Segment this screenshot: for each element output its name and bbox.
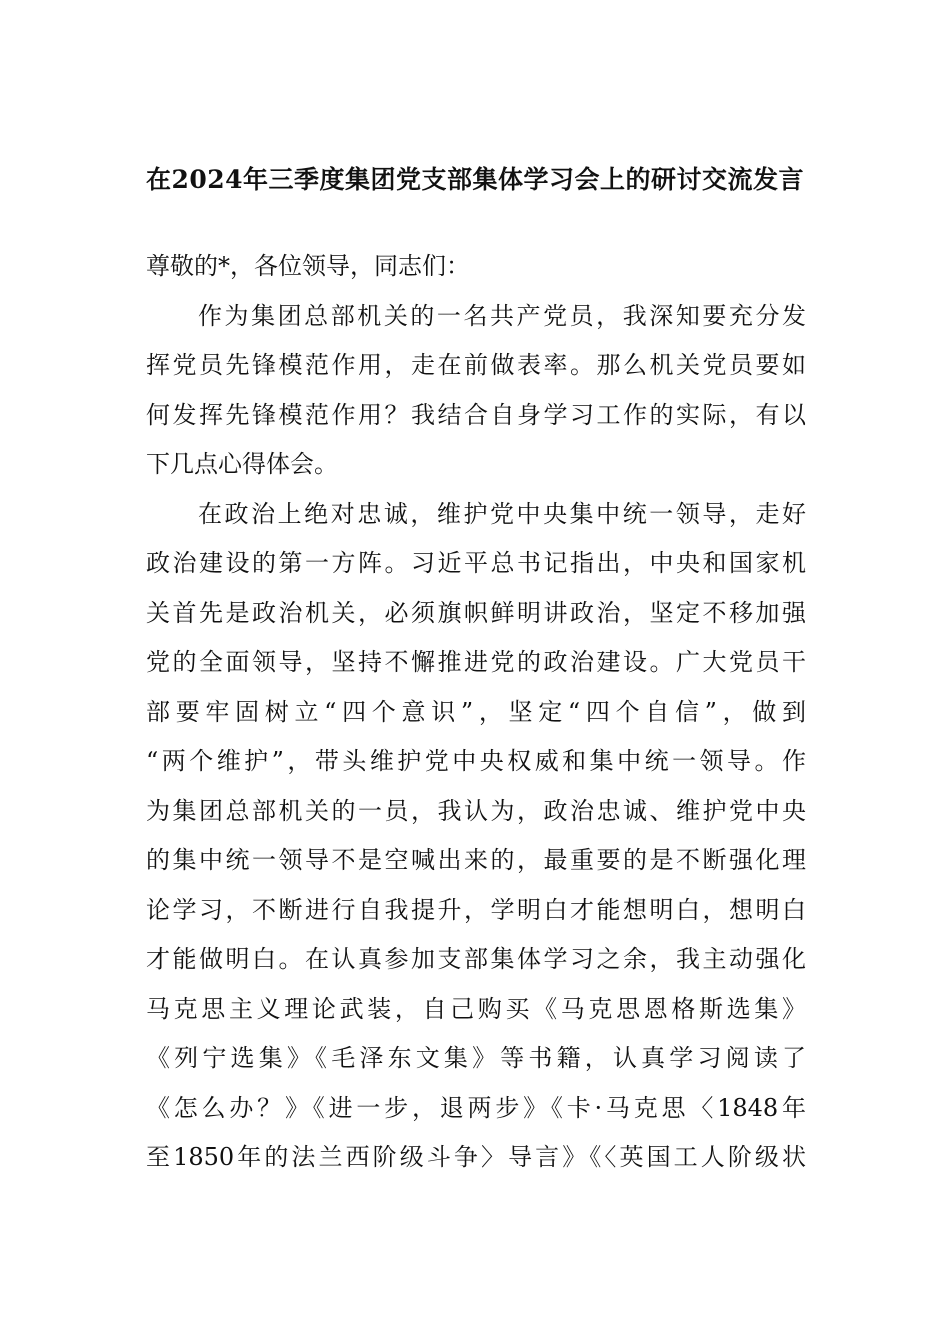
- paragraph-line: 论学习，不断进行自我提升，学明白才能想明白，想明白: [146, 895, 806, 924]
- salutation: 尊敬的*，各位领导，同志们：: [146, 252, 470, 280]
- paragraph-line: 才能做明白。在认真参加支部集体学习之余，我主动强化: [146, 945, 806, 973]
- document-title: 在2024年三季度集团党支部集体学习会上的研讨交流发言: [145, 165, 805, 194]
- paragraph-1: [146, 292, 806, 490]
- paragraph-line: 《列宁选集》《毛泽东文集》等书籍，认真学习阅读了: [146, 1044, 806, 1072]
- paragraph-line: “两个维护”，带头维护党中央权威和集中统一领导。作: [146, 747, 806, 775]
- paragraph-line: 为集团总部机关的一员，我认为，政治忠诚、维护党中央: [146, 796, 806, 825]
- paragraph-line: 作为集团总部机关的一名共产党员，我深知要充分发: [198, 301, 806, 330]
- paragraph-line: 政治建设的第一方阵。习近平总书记指出，中央和国家机: [146, 549, 806, 577]
- paragraph-line: 马克思主义理论武装，自己购买《马克思恩格斯选集》: [146, 994, 806, 1023]
- paragraph-2: [146, 490, 806, 1183]
- paragraph-line: 至1850年的法兰西阶级斗争〉导言》《〈英国工人阶级状: [146, 1143, 806, 1171]
- paragraph-line: 关首先是政治机关，必须旗帜鲜明讲政治，坚定不移加强: [146, 598, 806, 627]
- paragraph-line: 下几点心得体会。: [146, 450, 338, 478]
- document-body: [146, 242, 806, 1183]
- paragraph-line: 挥党员先锋模范作用，走在前做表率。那么机关党员要如: [146, 351, 806, 379]
- paragraph-line: 的集中统一领导不是空喊出来的，最重要的是不断强化理: [146, 846, 806, 874]
- paragraph-line: 何发挥先锋模范作用？我结合自身学习工作的实际，有以: [146, 400, 806, 429]
- paragraph-line: 党的全面领导，坚持不懈推进党的政治建设。广大党员干: [146, 648, 806, 676]
- paragraph-line: 《怎么办？》《进一步，退两步》《卡·马克思〈1848年: [146, 1093, 806, 1122]
- paragraph-line: 在政治上绝对忠诚，维护党中央集中统一领导，走好: [198, 499, 806, 528]
- paragraph-line: 部要牢固树立“四个意识”，坚定“四个自信”，做到: [146, 697, 806, 726]
